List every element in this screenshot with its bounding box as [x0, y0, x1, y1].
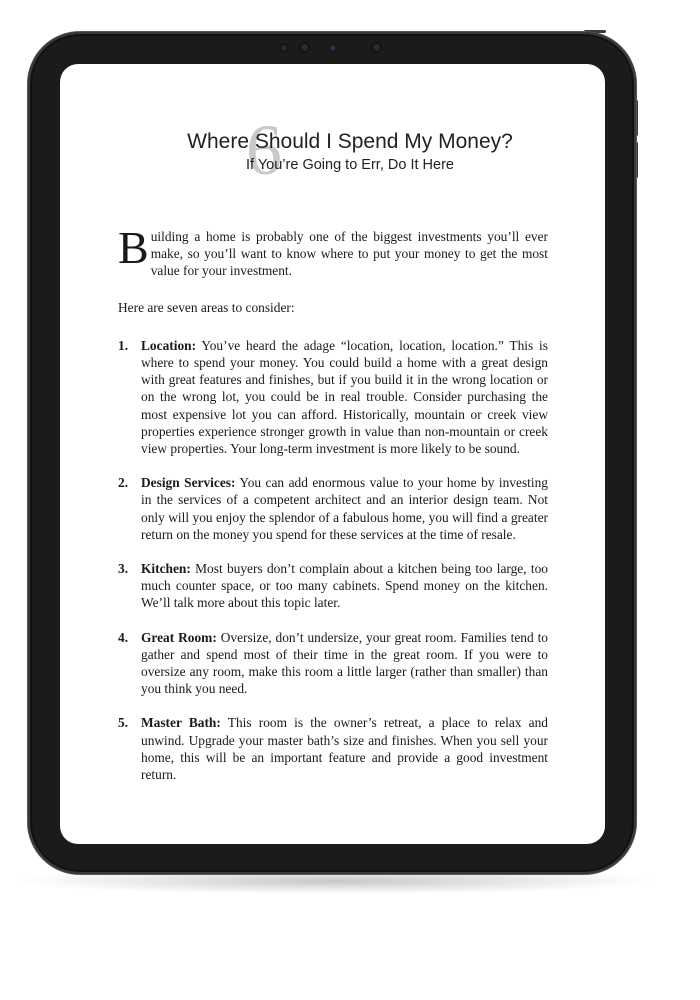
camera-bar — [279, 41, 389, 55]
list-item-title: Location: — [141, 337, 197, 353]
camera-led-icon — [331, 46, 335, 50]
intro-paragraph — [118, 222, 548, 280]
list-item — [118, 714, 548, 783]
sensor-icon — [279, 43, 289, 53]
list-item — [118, 629, 548, 698]
list-item — [118, 560, 548, 612]
intro-text: uilding a home is probably one of the biggest investments you’ll ever make, so you’ll want to know where to put your money to get the most value for your investment. — [150, 229, 548, 279]
front-camera-icon — [371, 42, 382, 53]
page-body — [118, 222, 549, 800]
chapter-title: Where Should I Spend My Money? — [187, 130, 513, 153]
list-item-text: Oversize, don’t undersize, your great room. Families tend to gather and spend most of their time in the great room. If you were to oversize any room, make this room a little larger (rather than smaller) than you think you need. — [141, 629, 548, 697]
drop-cap: B — [118, 222, 149, 273]
chapter-number: 6 — [246, 110, 282, 190]
list-item-text: This room is the owner’s retreat, a place to relax and unwind. Upgrade your master bath’s size and finishes. When you sell your home, this will be an important feature and provide a good investment return. — [141, 715, 549, 783]
list-item — [118, 474, 548, 543]
list-item-text: You can add enormous value to your home by investing in the services of a competent architect and an interior design team. Not only will you enjoy the splendor of a fabulous home, you will find a greater return on the money you spend for these services at the time of resale. — [141, 475, 548, 542]
list-item-text: You’ve heard the adage “location, location, location.” This is where to spend your money. You could build a home with a great design with great features and finishes, but if you build it in the wrong location or on the wrong lot, you could be in real trouble. Consider purchasing the most expensive lot you can afford. Historically, mountain or creek view properties experience stronger growth in value than non-mountain or creek view properties. Your long-term investment is more likely to be sound. — [141, 337, 548, 457]
lead-paragraph: Here are seven areas to consider: — [118, 299, 295, 315]
list-item-number: 2. — [118, 475, 129, 491]
list-item-number: 4. — [118, 629, 129, 645]
chapter-subtitle: If You’re Going to Err, Do It Here — [246, 157, 454, 173]
list-item-title: Design Services: — [141, 475, 236, 491]
list-item-text: Most buyers don’t complain about a kitchen being too large, too much counter space, or too many cabinets. Spend money on the kitchen. We’ll talk more about this topic later. — [141, 561, 548, 611]
list-item-number: 3. — [118, 561, 129, 577]
areas-list — [118, 337, 548, 783]
camera-icon — [299, 42, 310, 53]
list-item-title: Great Room: — [141, 629, 217, 645]
list-item-number: 5. — [118, 715, 129, 731]
list-item-title: Master Bath: — [141, 715, 221, 731]
list-item — [118, 337, 548, 457]
list-item-number: 1. — [118, 337, 129, 353]
list-item-title: Kitchen: — [141, 561, 191, 577]
